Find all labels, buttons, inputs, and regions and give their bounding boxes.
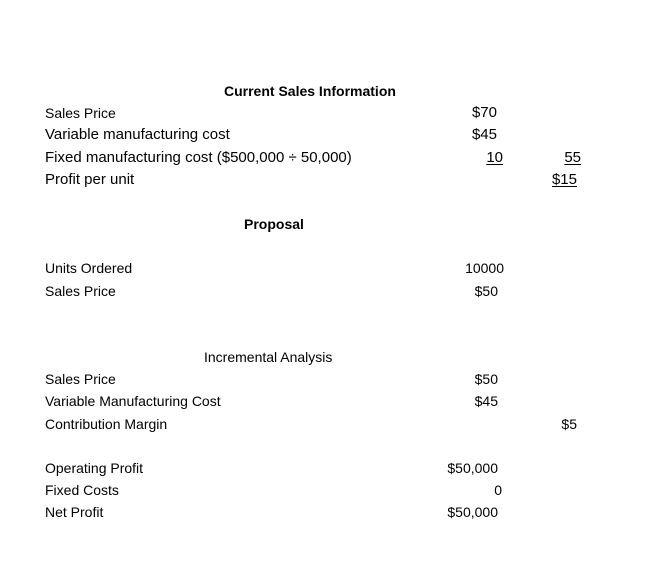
proposal-units-label: Units Ordered [45,260,133,276]
current-total-cost-amount: 55 [564,149,581,166]
proposal-title: Proposal [244,216,304,232]
incremental-variable-cost-label: Variable Manufacturing Cost [45,393,221,409]
current-sales-title: Current Sales Information [224,83,396,99]
current-fixed-cost-label: Fixed manufacturing cost ($500,000 ÷ 50,000) [45,149,352,166]
current-profit-label: Profit per unit [45,171,135,188]
proposal-sales-price-value: $50 [474,283,498,299]
incremental-title: Incremental Analysis [204,349,333,365]
operating-profit-label: Operating Profit [45,460,144,476]
current-profit-amount: $15 [551,171,577,188]
incremental-sales-price-value: $50 [474,371,498,387]
current-variable-cost-value: $45 [471,126,497,143]
current-fixed-cost-value [440,149,503,167]
current-fixed-cost-amount: 10 [486,149,503,166]
incremental-margin-label: Contribution Margin [45,416,168,432]
operating-profit-value: $50,000 [447,460,498,476]
incremental-variable-cost-value: $45 [474,393,498,409]
fixed-costs-label: Fixed Costs [45,482,119,498]
fixed-costs-value: 0 [494,482,502,498]
current-variable-cost-label: Variable manufacturing cost [45,126,230,143]
net-profit-value: $50,000 [447,504,498,520]
incremental-margin-value: $5 [561,416,577,432]
proposal-units-value: 10000 [465,260,504,276]
current-total-cost-value [520,149,581,167]
current-profit-value [520,171,577,189]
incremental-sales-price-label: Sales Price [45,371,116,387]
current-sales-price-label: Sales Price [45,105,116,121]
proposal-sales-price-label: Sales Price [45,283,116,299]
current-sales-price-value: $70 [471,104,497,121]
net-profit-label: Net Profit [45,504,104,520]
